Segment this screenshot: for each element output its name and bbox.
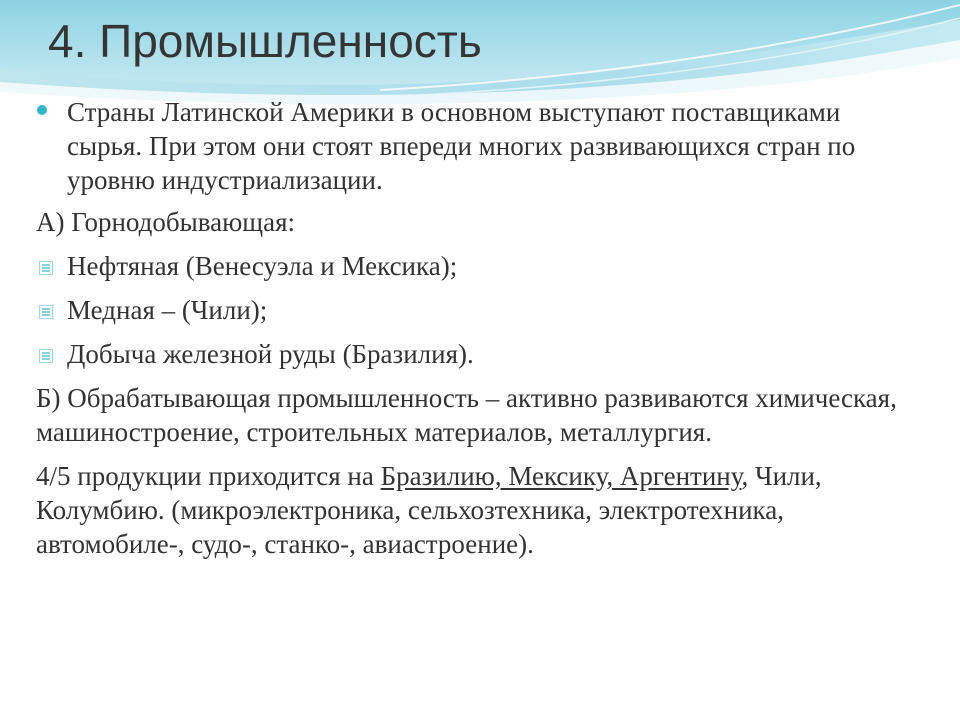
- list-bullet-icon: [39, 349, 53, 363]
- section-a-heading: А) Горнодобывающая:: [36, 207, 296, 237]
- list-item-text: Медная – (Чили);: [67, 295, 268, 325]
- list-item-text: Нефтяная (Венесуэла и Мексика);: [67, 251, 458, 281]
- list-item-text: Добыча железной руды (Бразилия).: [67, 339, 474, 369]
- production-paragraph: [36, 459, 916, 561]
- section-b-paragraph: Б) Обрабатывающая промышленность – активно развиваются химическая, машиностроение, строительных материалов, металлургия.: [36, 383, 897, 447]
- intro-bullet: [36, 95, 916, 197]
- intro-text: Страны Латинской Америки в основном выступают поставщиками сырья. При этом они стоят впереди многих развивающихся стран по уровню индустриализации.: [67, 97, 856, 195]
- production-suffix: , Чили, Колумбию. (микроэлектроника, сельхозтехника, электротехника, автомобиле-, судо-, станко-, авиастроение).: [36, 461, 822, 559]
- list-bullet-icon: [39, 305, 53, 319]
- slide-content: [36, 95, 916, 571]
- list-item: [36, 249, 916, 283]
- production-prefix: 4/5 продукции приходится на: [36, 461, 381, 491]
- leading-countries-link: Бразилию, Мексику, Аргентину: [380, 461, 742, 491]
- bullet-dot-icon: [37, 105, 47, 115]
- list-item: [36, 337, 916, 371]
- list-item: [36, 293, 916, 327]
- list-bullet-icon: [39, 261, 53, 275]
- slide-title: 4. Промышленность: [48, 15, 482, 67]
